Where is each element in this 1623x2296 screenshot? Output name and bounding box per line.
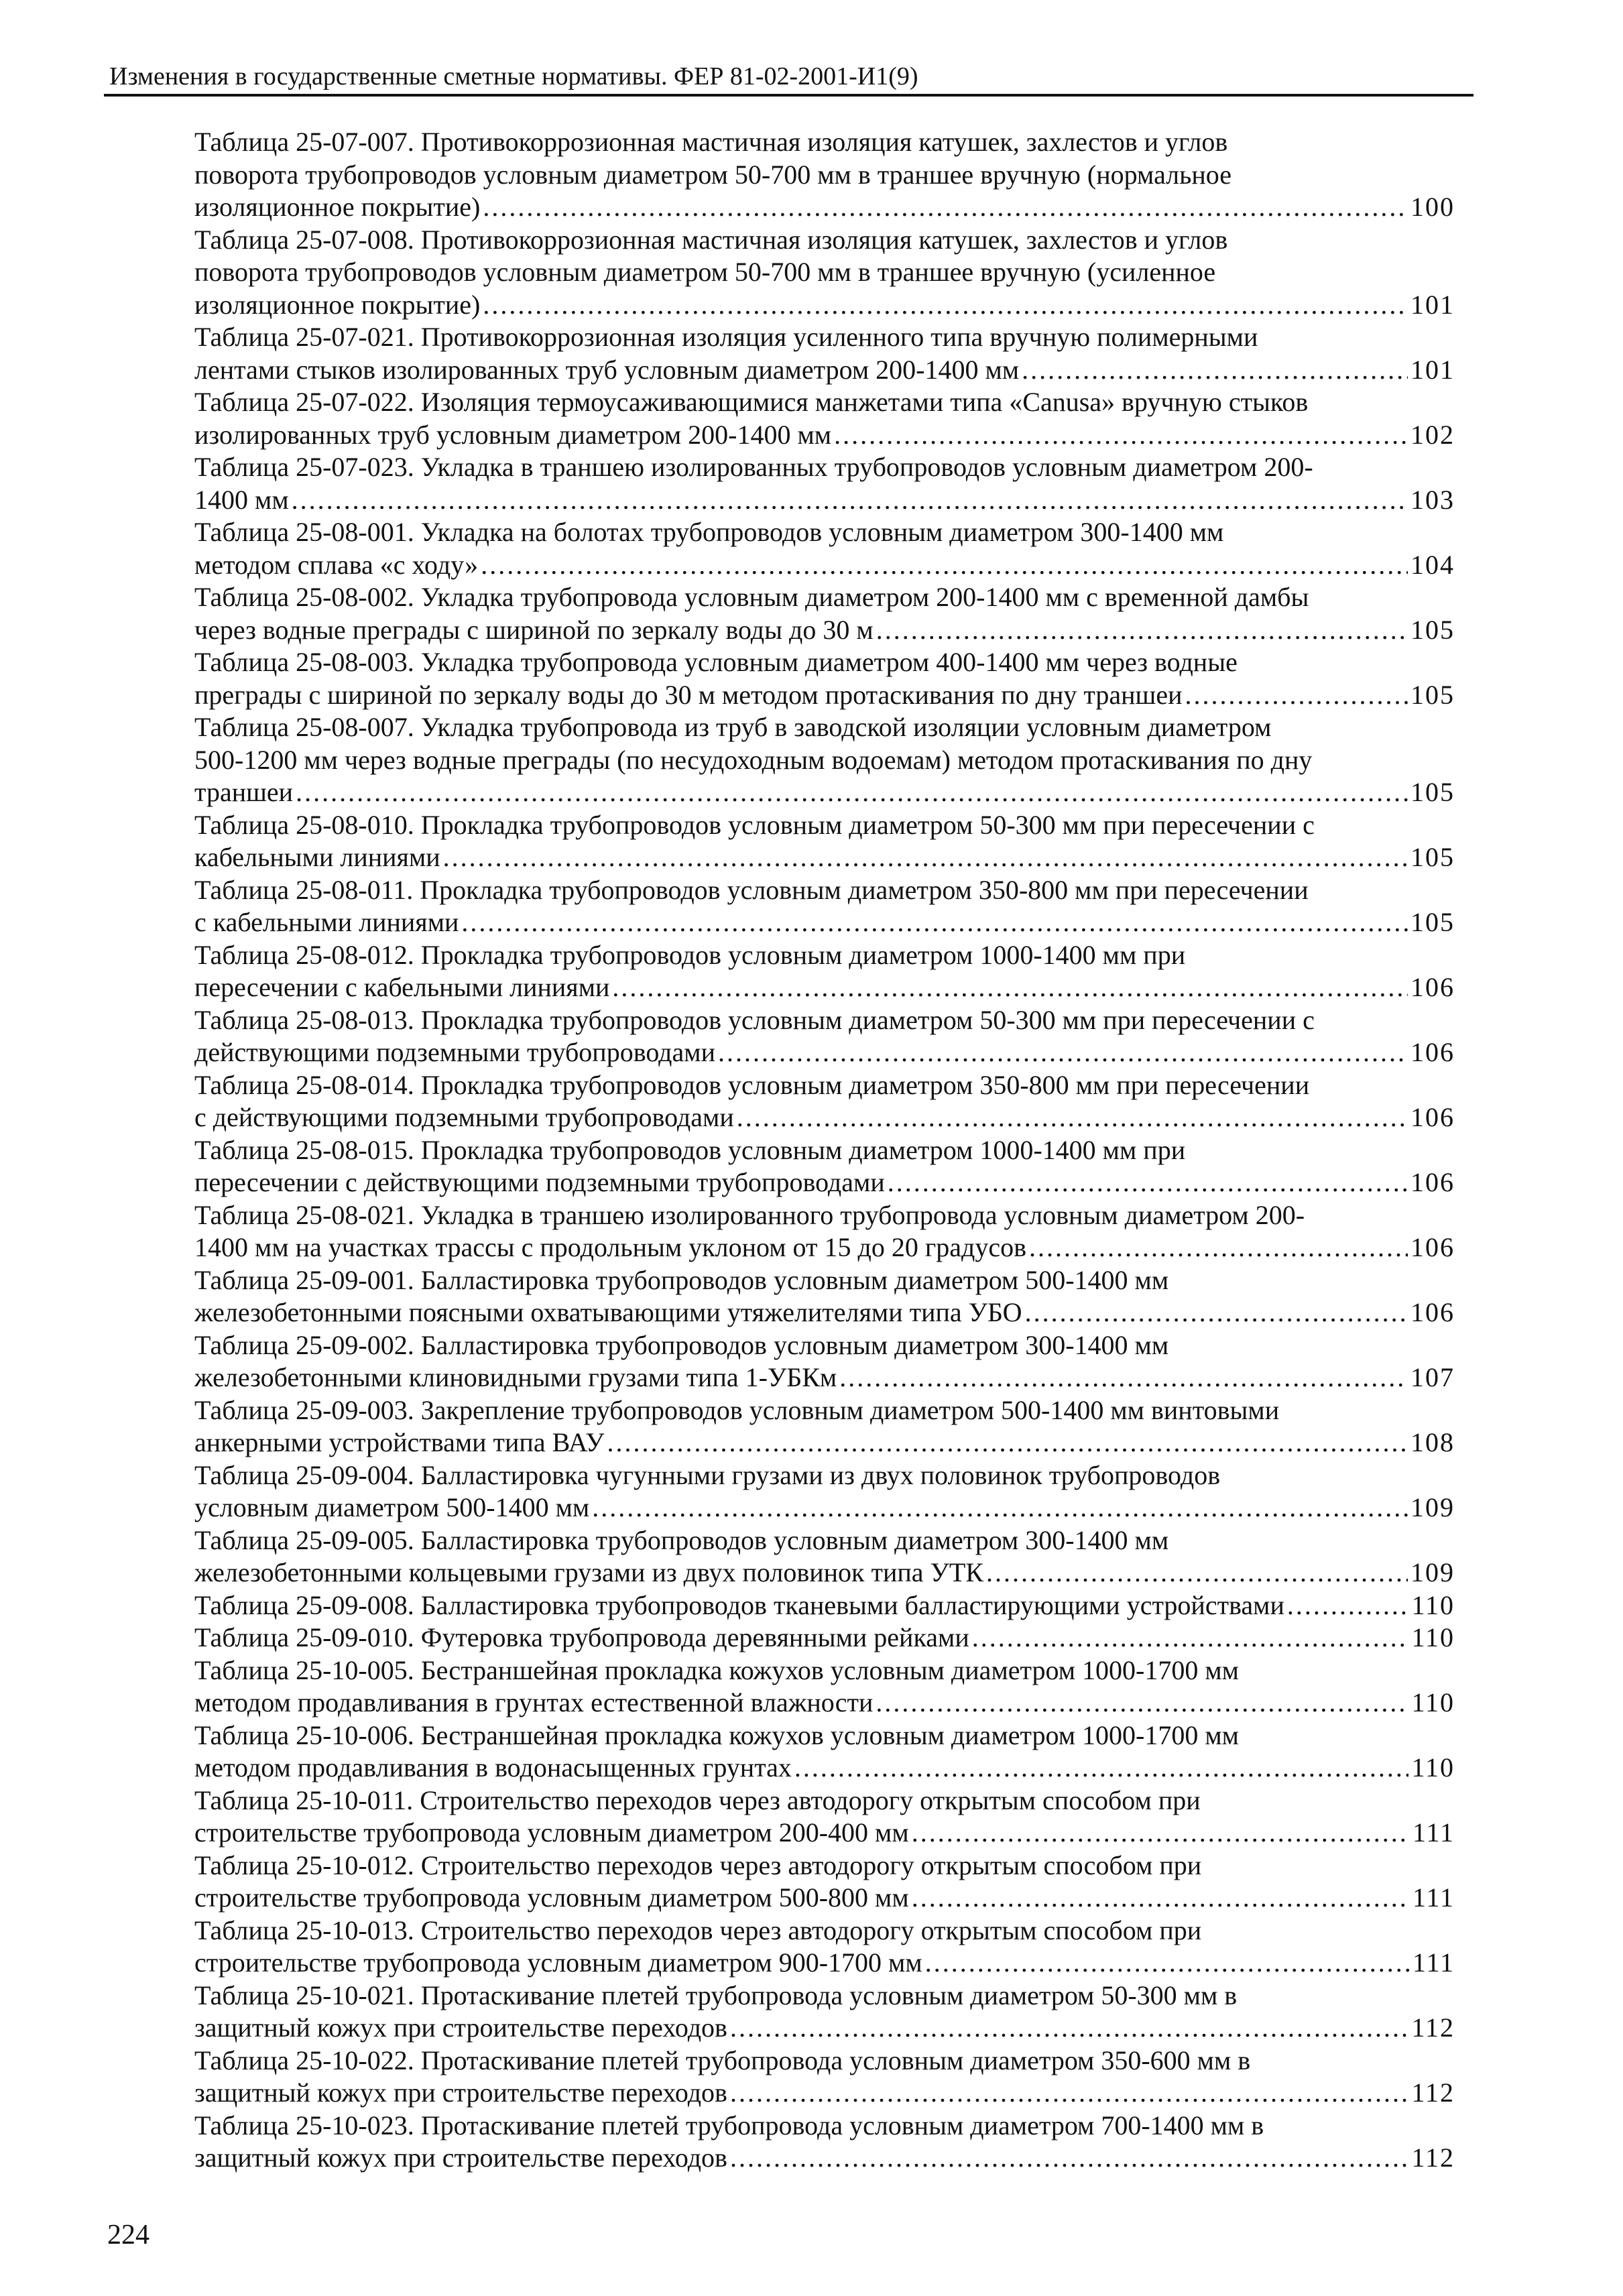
toc-page-number: 111 bbox=[1412, 1947, 1455, 1978]
toc-page-number: 102 bbox=[1410, 419, 1455, 450]
dot-leader bbox=[730, 2012, 1409, 2045]
toc-page-number: 106 bbox=[1410, 1297, 1455, 1327]
running-header bbox=[104, 56, 1474, 97]
toc-entry-text: защитный кожух при строительстве переходов bbox=[194, 2077, 727, 2108]
toc-entry[interactable] bbox=[194, 1264, 1455, 1329]
toc-entry-text: строительстве трубопровода условным диаметром 500-800 мм bbox=[194, 1882, 909, 1913]
toc-entry-text: изоляционное покрытие) bbox=[194, 192, 481, 222]
toc-entry-text: 1400 мм bbox=[194, 484, 289, 515]
toc-entry-text: пересечении с действующими подземными трубопроводами bbox=[194, 1167, 885, 1197]
toc-page-number: 104 bbox=[1410, 549, 1455, 580]
toc-page-number: 109 bbox=[1410, 1492, 1455, 1522]
toc-entry-text: 1400 мм на участках трассы с продольным уклоном от 15 до 20 градусов bbox=[194, 1232, 1027, 1262]
toc-page-number: 105 bbox=[1410, 907, 1455, 937]
toc-entry-text: Таблица 25-08-012. Прокладка трубопроводов условным диаметром 1000-1400 мм при bbox=[194, 939, 1186, 970]
toc-page-number: 106 bbox=[1410, 1037, 1455, 1067]
toc-entry-text: строительстве трубопровода условным диаметром 200-400 мм bbox=[194, 1817, 909, 1848]
toc-page-number: 105 bbox=[1410, 614, 1455, 645]
dot-leader bbox=[912, 1817, 1410, 1850]
dot-leader bbox=[292, 484, 1408, 517]
dot-leader bbox=[972, 1622, 1409, 1654]
toc-entry-text: Таблица 25-08-007. Укладка трубопровода из труб в заводской изоляции условным диаметром bbox=[194, 712, 1272, 742]
dot-leader bbox=[912, 1882, 1410, 1915]
toc-entry-line bbox=[194, 971, 1455, 1004]
toc-entry-line bbox=[194, 679, 1455, 712]
toc-entry-line bbox=[194, 841, 1455, 874]
toc-entry-text: Таблица 25-07-007. Противокоррозионная мастичная изоляция катушек, захлестов и углов bbox=[194, 127, 1228, 157]
toc-entry-text: действующими подземными трубопроводами bbox=[194, 1037, 715, 1067]
toc-entry-line bbox=[194, 1166, 1455, 1199]
toc-entry-text: Таблица 25-07-023. Укладка в траншею изолированных трубопроводов условным диаметром 200- bbox=[194, 452, 1313, 482]
toc-entry-text: Таблица 25-10-006. Бестраншейная прокладка кожухов условным диаметром 1000-1700 мм bbox=[194, 1719, 1239, 1750]
toc-entry-text: Таблица 25-08-011. Прокладка трубопроводов условным диаметром 350-800 мм при пересечении bbox=[194, 874, 1309, 905]
toc-entry-text: Таблица 25-10-021. Протаскивание плетей трубопровода условным диаметром 50-300 мм в bbox=[194, 1980, 1238, 2010]
dot-leader bbox=[483, 289, 1408, 322]
toc-entry-line bbox=[194, 776, 1455, 809]
toc-entry[interactable] bbox=[194, 1459, 1455, 1524]
toc-entry-line bbox=[194, 191, 1455, 224]
toc-entry-text: методом сплава «с ходу» bbox=[194, 549, 479, 580]
toc-entry-line bbox=[194, 1817, 1455, 1850]
toc-entry-line bbox=[194, 484, 1455, 517]
toc-page-number: 107 bbox=[1410, 1362, 1455, 1392]
toc-entry-line bbox=[194, 1036, 1455, 1069]
toc-page-number: 106 bbox=[1410, 1167, 1455, 1197]
dot-leader bbox=[730, 2142, 1409, 2175]
toc-entry[interactable] bbox=[194, 321, 1455, 386]
toc-entry-text: железобетонными клиновидными грузами типа 1-УБКм bbox=[194, 1362, 837, 1392]
toc-entry-text: строительстве трубопровода условным диаметром 900-1700 мм bbox=[194, 1947, 922, 1978]
toc-page-number: 111 bbox=[1412, 1817, 1455, 1848]
toc-entry[interactable] bbox=[194, 1719, 1455, 1785]
toc-entry[interactable] bbox=[194, 451, 1455, 516]
toc-entry-text: условным диаметром 500-1400 мм bbox=[194, 1492, 590, 1522]
dot-leader bbox=[794, 1752, 1409, 1785]
toc-page-number: 100 bbox=[1410, 192, 1455, 222]
toc-entry-text: Таблица 25-10-022. Протаскивание плетей трубопровода условным диаметром 350-600 мм в bbox=[194, 2045, 1251, 2075]
toc-entry[interactable] bbox=[194, 1394, 1455, 1459]
dot-leader bbox=[1185, 679, 1408, 712]
toc-page-number: 112 bbox=[1411, 2142, 1455, 2173]
toc-entry[interactable] bbox=[194, 1329, 1455, 1394]
toc-entry[interactable] bbox=[194, 2045, 1455, 2110]
dot-leader bbox=[1029, 1231, 1408, 1264]
dot-leader bbox=[876, 1687, 1408, 1719]
toc-entry-text: Таблица 25-10-011. Строительство переходов через автодорогу открытым способом при bbox=[194, 1785, 1201, 1815]
toc-page-number: 110 bbox=[1411, 1622, 1455, 1652]
toc-page-number: 110 bbox=[1411, 1589, 1455, 1620]
toc-entry-line bbox=[194, 614, 1455, 647]
dot-leader bbox=[834, 419, 1408, 452]
toc-page-number: 105 bbox=[1410, 777, 1455, 807]
toc-entry-line bbox=[194, 2142, 1455, 2175]
toc-entry-text: 500-1200 мм через водные преграды (по несудоходным водоемам) методом протаскивания по дну bbox=[194, 744, 1313, 775]
toc-entry-line bbox=[194, 1947, 1455, 1980]
toc-entry[interactable] bbox=[194, 809, 1455, 874]
toc-entry-line bbox=[194, 1557, 1455, 1589]
toc-entry-line bbox=[194, 1427, 1455, 1459]
toc-entry-text: Таблица 25-08-002. Укладка трубопровода условным диаметром 200-1400 мм с временной дамбы bbox=[194, 582, 1309, 612]
toc-entry-line bbox=[194, 2077, 1455, 2110]
toc-page-number: 108 bbox=[1410, 1427, 1455, 1457]
toc-entry[interactable] bbox=[194, 1524, 1455, 1589]
dot-leader bbox=[296, 776, 1408, 809]
toc-entry-text: Таблица 25-08-014. Прокладка трубопроводов условным диаметром 350-800 мм при пересечении bbox=[194, 1069, 1310, 1100]
toc-entry-text: поворота трубопроводов условным диаметром 50-700 мм в траншее вручную (усиленное bbox=[194, 257, 1216, 287]
toc-page-number: 112 bbox=[1411, 2077, 1455, 2108]
page-number: 224 bbox=[107, 2220, 149, 2250]
toc-entry-text: защитный кожух при строительстве переходов bbox=[194, 2012, 727, 2043]
dot-leader bbox=[986, 1557, 1408, 1589]
toc-entry[interactable] bbox=[194, 1785, 1455, 1850]
toc-page-number: 105 bbox=[1410, 842, 1455, 872]
toc-entry-text: с кабельными линиями bbox=[194, 907, 459, 937]
toc-page-number: 109 bbox=[1410, 1557, 1455, 1587]
toc-entry[interactable] bbox=[194, 516, 1455, 581]
toc-entry-text: через водные преграды с шириной по зеркалу воды до 30 м bbox=[194, 614, 874, 645]
toc-entry-text: Таблица 25-10-005. Бестраншейная прокладка кожухов условным диаметром 1000-1700 мм bbox=[194, 1654, 1239, 1685]
toc-entry[interactable] bbox=[194, 711, 1455, 809]
toc-entry[interactable] bbox=[194, 1589, 1455, 1622]
toc-entry-text: кабельными линиями bbox=[194, 842, 440, 872]
toc-entry-text: лентами стыков изолированных труб условным диаметром 200-1400 мм bbox=[194, 354, 1020, 385]
toc-page-number: 106 bbox=[1410, 1232, 1455, 1262]
toc-entry[interactable] bbox=[194, 939, 1455, 1004]
toc-entry-text: преграды с шириной по зеркалу воды до 30 м методом протаскивания по дну траншеи bbox=[194, 679, 1183, 710]
toc-entry-line bbox=[194, 289, 1455, 322]
toc-entry-line bbox=[194, 906, 1455, 939]
toc-entry[interactable] bbox=[194, 1654, 1455, 1719]
table-of-contents bbox=[194, 126, 1455, 2175]
dot-leader bbox=[888, 1166, 1408, 1199]
toc-page-number: 101 bbox=[1410, 354, 1455, 385]
toc-entry-text: Таблица 25-07-021. Противокоррозионная изоляция усиленного типа вручную полимерными bbox=[194, 322, 1258, 352]
dot-leader bbox=[607, 1427, 1408, 1459]
toc-entry-text: Таблица 25-09-003. Закрепление трубопроводов условным диаметром 500-1400 мм винтовыми bbox=[194, 1394, 1280, 1425]
toc-entry-line bbox=[194, 1622, 1455, 1654]
toc-page-number: 110 bbox=[1411, 1687, 1455, 1717]
toc-entry-text: методом продавливания в водонасыщенных грунтах bbox=[194, 1752, 792, 1783]
toc-entry-line bbox=[194, 354, 1455, 387]
toc-page-number: 112 bbox=[1411, 2012, 1455, 2043]
toc-entry-line bbox=[194, 2012, 1455, 2045]
dot-leader bbox=[483, 191, 1408, 224]
toc-entry-text: анкерными устройствами типа ВАУ bbox=[194, 1427, 605, 1457]
toc-entry-line bbox=[194, 1101, 1455, 1134]
toc-entry-line bbox=[194, 1752, 1455, 1785]
toc-entry-text: Таблица 25-10-013. Строительство переходов через автодорогу открытым способом при bbox=[194, 1915, 1202, 1945]
toc-entry-text: Таблица 25-07-008. Противокоррозионная мастичная изоляция катушек, захлестов и углов bbox=[194, 224, 1228, 255]
toc-entry-text: Таблица 25-10-012. Строительство переходов через автодорогу открытым способом при bbox=[194, 1850, 1202, 1880]
toc-entry-text: Таблица 25-08-021. Укладка в траншею изолированного трубопровода условным диаметром 200- bbox=[194, 1199, 1305, 1230]
toc-entry-line bbox=[194, 1296, 1455, 1329]
dot-leader bbox=[876, 614, 1408, 647]
toc-entry[interactable] bbox=[194, 1980, 1455, 2045]
toc-entry-line bbox=[194, 1231, 1455, 1264]
dot-leader bbox=[1025, 1296, 1408, 1329]
dot-leader bbox=[592, 1492, 1408, 1524]
toc-entry-line bbox=[194, 1492, 1455, 1524]
toc-entry-text: железобетонными поясными охватывающими утяжелителями типа УБО bbox=[194, 1297, 1022, 1327]
toc-entry[interactable] bbox=[194, 386, 1455, 451]
toc-entry-text: Таблица 25-09-004. Балластировка чугунными грузами из двух половинок трубопроводов bbox=[194, 1459, 1221, 1490]
toc-page-number: 103 bbox=[1410, 484, 1455, 515]
toc-entry[interactable] bbox=[194, 224, 1455, 322]
toc-entry-text: траншеи bbox=[194, 777, 294, 807]
toc-entry[interactable] bbox=[194, 1915, 1455, 1980]
dot-leader bbox=[1022, 354, 1408, 387]
toc-page-number: 111 bbox=[1412, 1882, 1455, 1913]
dot-leader bbox=[839, 1362, 1408, 1394]
toc-page-number: 106 bbox=[1410, 1102, 1455, 1132]
dot-leader bbox=[1287, 1589, 1409, 1622]
toc-entry-text: Таблица 25-08-010. Прокладка трубопроводов условным диаметром 50-300 мм при пересечении с bbox=[194, 809, 1315, 840]
toc-entry[interactable] bbox=[194, 1134, 1455, 1199]
toc-entry-line bbox=[194, 1362, 1455, 1394]
toc-entry-line bbox=[194, 419, 1455, 452]
toc-entry-text: железобетонными кольцевыми грузами из двух половинок типа УТК bbox=[194, 1557, 983, 1587]
dot-leader bbox=[737, 1101, 1408, 1134]
toc-entry-text: изоляционное покрытие) bbox=[194, 289, 481, 320]
dot-leader bbox=[443, 841, 1408, 874]
toc-entry-text: защитный кожух при строительстве переходов bbox=[194, 2142, 727, 2173]
toc-entry-text: Таблица 25-08-015. Прокладка трубопроводов условным диаметром 1000-1400 мм при bbox=[194, 1134, 1186, 1165]
dot-leader bbox=[481, 549, 1408, 582]
toc-entry-line bbox=[194, 549, 1455, 582]
toc-entry-text: Таблица 25-07-022. Изоляция термоусаживающимися манжетами типа «Canusa» вручную стыков bbox=[194, 387, 1309, 417]
toc-entry[interactable] bbox=[194, 646, 1455, 711]
toc-entry-line bbox=[194, 1882, 1455, 1915]
toc-entry-text: пересечении с кабельными линиями bbox=[194, 972, 610, 1002]
dot-leader bbox=[730, 2077, 1409, 2110]
toc-entry-text: Таблица 25-09-008. Балластировка трубопроводов тканевыми балластирующими устройствами bbox=[194, 1589, 1284, 1620]
toc-entry-text: методом продавливания в грунтах естественной влажности bbox=[194, 1687, 874, 1717]
toc-entry[interactable] bbox=[194, 1069, 1455, 1134]
toc-entry[interactable] bbox=[194, 1622, 1455, 1654]
toc-entry[interactable] bbox=[194, 2110, 1455, 2175]
toc-entry-text: Таблица 25-09-002. Балластировка трубопроводов условным диаметром 300-1400 мм bbox=[194, 1329, 1169, 1360]
document-title: Изменения в государственные сметные нормативы. ФЕР 81-02-2001-И1(9) bbox=[109, 62, 918, 90]
toc-page-number: 105 bbox=[1410, 679, 1455, 710]
toc-entry-text: Таблица 25-08-001. Укладка на болотах трубопроводов условным диаметром 300-1400 мм bbox=[194, 517, 1224, 547]
toc-entry-text: Таблица 25-09-001. Балластировка трубопроводов условным диаметром 500-1400 мм bbox=[194, 1264, 1169, 1295]
toc-entry-text: Таблица 25-08-013. Прокладка трубопроводов условным диаметром 50-300 мм при пересечении с bbox=[194, 1004, 1315, 1035]
toc-entry-line bbox=[194, 1687, 1455, 1719]
toc-entry[interactable] bbox=[194, 874, 1455, 939]
toc-entry-line bbox=[194, 1589, 1455, 1622]
toc-entry[interactable] bbox=[194, 1850, 1455, 1915]
toc-page-number: 101 bbox=[1410, 289, 1455, 320]
dot-leader bbox=[925, 1947, 1410, 1980]
toc-entry-text: с действующими подземными трубопроводами bbox=[194, 1102, 734, 1132]
toc-entry[interactable] bbox=[194, 1199, 1455, 1264]
dot-leader bbox=[461, 906, 1408, 939]
dot-leader bbox=[718, 1036, 1408, 1069]
toc-entry[interactable] bbox=[194, 1004, 1455, 1069]
toc-entry-text: Таблица 25-10-023. Протаскивание плетей трубопровода условным диаметром 700-1400 мм в bbox=[194, 2110, 1264, 2140]
dot-leader bbox=[612, 971, 1408, 1004]
toc-entry[interactable] bbox=[194, 581, 1455, 646]
toc-entry-text: поворота трубопроводов условным диаметром 50-700 мм в траншее вручную (нормальное bbox=[194, 159, 1232, 190]
toc-entry[interactable] bbox=[194, 126, 1455, 224]
toc-entry-text: Таблица 25-08-003. Укладка трубопровода условным диаметром 400-1400 мм через водные bbox=[194, 647, 1238, 677]
toc-entry-text: изолированных труб условным диаметром 200-1400 мм bbox=[194, 419, 832, 450]
toc-page-number: 106 bbox=[1410, 972, 1455, 1002]
toc-entry-text: Таблица 25-09-010. Футеровка трубопровода деревянными рейками bbox=[194, 1622, 969, 1652]
toc-page-number: 110 bbox=[1411, 1752, 1455, 1783]
toc-entry-text: Таблица 25-09-005. Балластировка трубопроводов условным диаметром 300-1400 мм bbox=[194, 1524, 1169, 1555]
